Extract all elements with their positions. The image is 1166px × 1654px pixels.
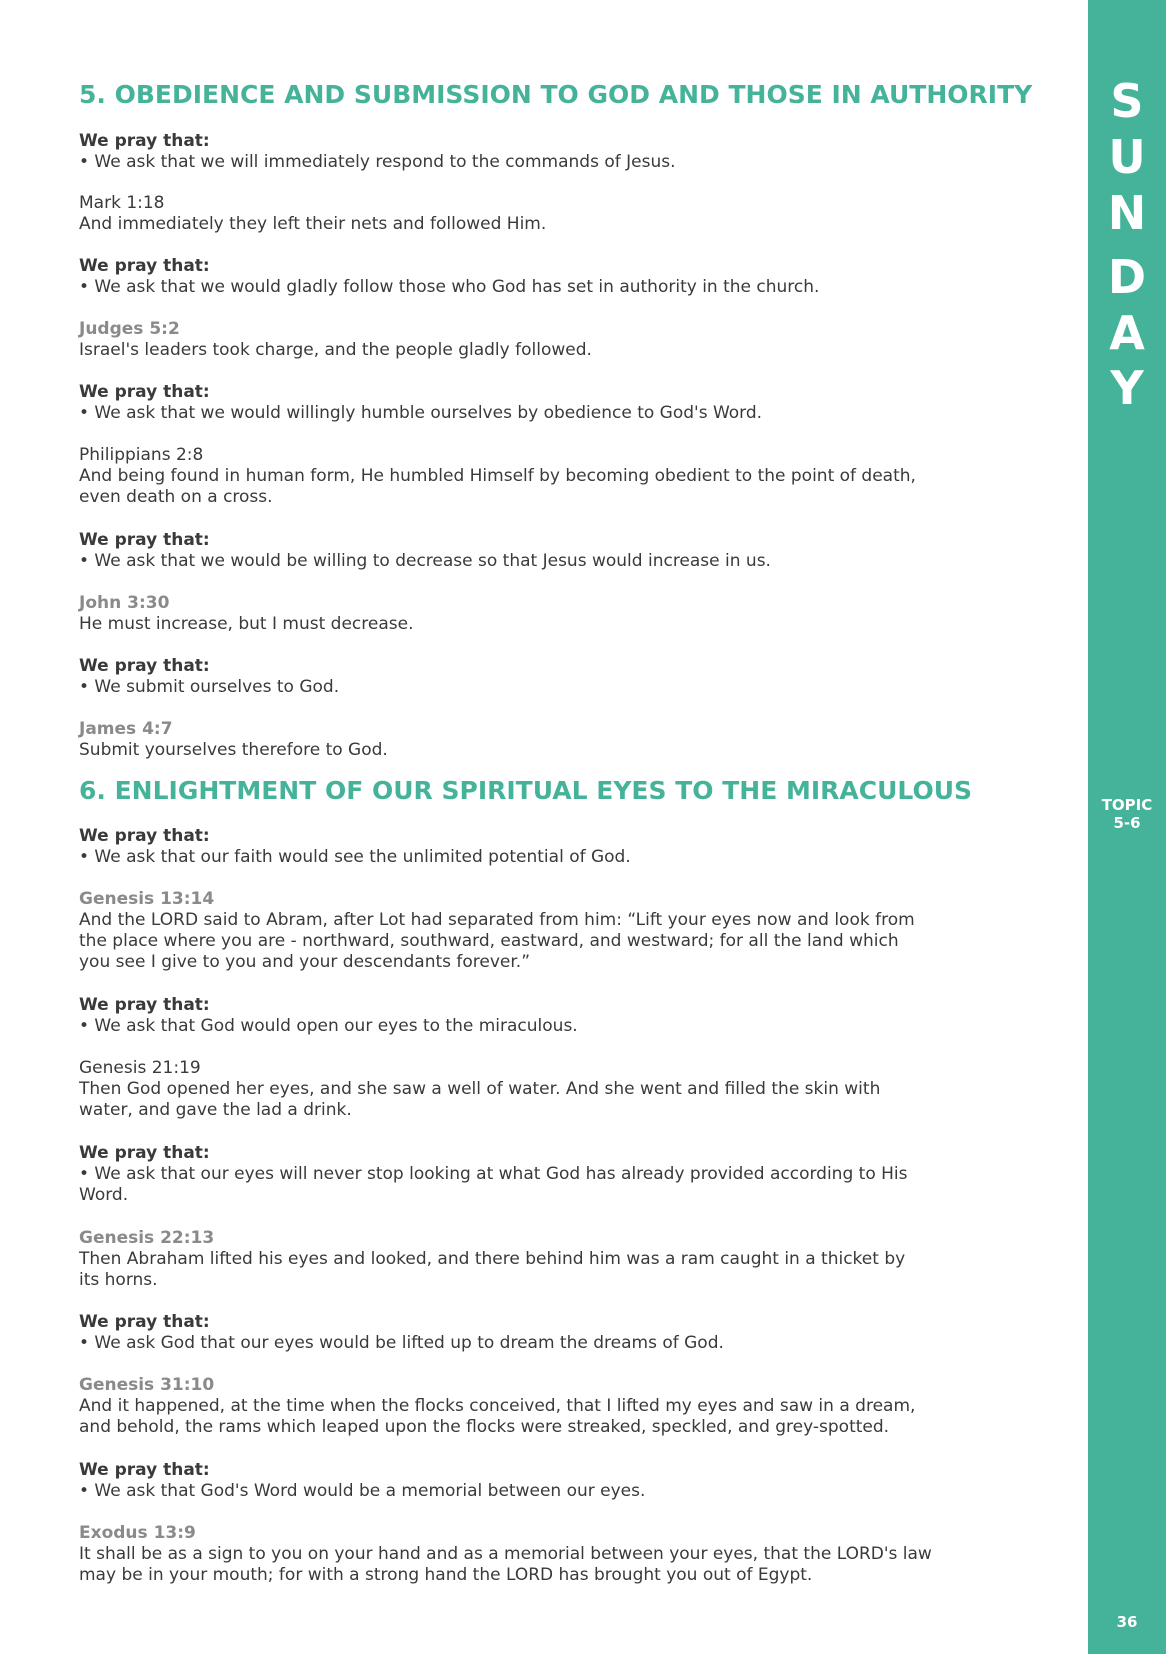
section-heading: 5. OBEDIENCE AND SUBMISSION TO GOD AND THOSE IN AUTHORITY [79, 80, 1033, 109]
scripture-text: And it happened, at the time when the flocks conceived, that I lifted my eyes and saw in a dream, [79, 1396, 916, 1416]
scripture-reference: Judges 5:2 [79, 319, 180, 339]
prayer-text: • We ask that we will immediately respond to the commands of Jesus. [79, 152, 676, 172]
scripture [79, 1375, 1059, 1438]
prayer-item [79, 1312, 1059, 1354]
topic-label [1088, 796, 1166, 832]
scripture-text: may be in your mouth; for with a strong hand the LORD has brought you out of Egypt. [79, 1565, 813, 1585]
scripture-text: the place where you are - northward, southward, eastward, and westward; for all the land which [79, 931, 899, 951]
scripture-text: Israel's leaders took charge, and the people gladly followed. [79, 340, 592, 360]
day-letter: N [1107, 186, 1147, 240]
pray-label: We pray that: [79, 382, 210, 402]
pray-label: We pray that: [79, 530, 210, 550]
scripture [79, 889, 1059, 973]
scripture [79, 593, 1059, 635]
topic-title: TOPIC [1101, 796, 1153, 814]
scripture-text: And immediately they left their nets and followed Him. [79, 214, 547, 234]
scripture-reference: John 3:30 [79, 593, 170, 613]
pray-label: We pray that: [79, 256, 210, 276]
scripture-reference: Genesis 22:13 [79, 1228, 215, 1248]
scripture-reference: Mark 1:18 [79, 193, 165, 213]
day-letter: A [1109, 306, 1145, 360]
day-letter: D [1107, 250, 1147, 304]
prayer-text: • We submit ourselves to God. [79, 677, 340, 697]
scripture-text: Then Abraham lifted his eyes and looked, and there behind him was a ram caught in a thicket by [79, 1249, 906, 1269]
scripture-text: He must increase, but I must decrease. [79, 614, 414, 634]
prayer-item [79, 1460, 1059, 1502]
scripture [79, 319, 1059, 361]
scripture-reference: Genesis 13:14 [79, 889, 215, 909]
pray-label: We pray that: [79, 826, 210, 846]
prayer-text: Word. [79, 1185, 129, 1205]
section-heading: 6. ENLIGHTMENT OF OUR SPIRITUAL EYES TO THE MIRACULOUS [79, 776, 973, 805]
scripture-text: Submit yourselves therefore to God. [79, 740, 388, 760]
prayer-item [79, 826, 1059, 868]
prayer-text: • We ask that our faith would see the unlimited potential of God. [79, 847, 631, 867]
pray-label: We pray that: [79, 1143, 210, 1163]
scripture-reference: Philippians 2:8 [79, 445, 204, 465]
scripture-text: you see I give to you and your descendants forever.” [79, 952, 531, 972]
scripture-text: It shall be as a sign to you on your hand and as a memorial between your eyes, that the LORD's law [79, 1544, 932, 1564]
prayer-text: • We ask God that our eyes would be lifted up to dream the dreams of God. [79, 1333, 724, 1353]
scripture-text: Then God opened her eyes, and she saw a well of water. And she went and filled the skin with [79, 1079, 881, 1099]
page-number: 36 [1116, 1613, 1138, 1631]
day-letter: S [1110, 74, 1144, 128]
prayer-text: • We ask that our eyes will never stop looking at what God has already provided according to His [79, 1164, 908, 1184]
scripture [79, 1523, 1059, 1586]
prayer-item [79, 530, 1059, 572]
pray-label: We pray that: [79, 656, 210, 676]
scripture-text: and behold, the rams which leaped upon the flocks were streaked, speckled, and grey-spotted. [79, 1417, 890, 1437]
prayer-item [79, 256, 1059, 298]
pray-label: We pray that: [79, 1312, 210, 1332]
prayer-text: • We ask that God would open our eyes to the miraculous. [79, 1016, 578, 1036]
scripture [79, 193, 1059, 235]
scripture-text: And the LORD said to Abram, after Lot had separated from him: “Lift your eyes now and look from [79, 910, 915, 930]
prayer-item [79, 382, 1059, 424]
scripture [79, 1228, 1059, 1291]
prayer-text: • We ask that God's Word would be a memorial between our eyes. [79, 1481, 646, 1501]
scripture-reference: Genesis 31:10 [79, 1375, 215, 1395]
pray-label: We pray that: [79, 131, 210, 151]
topic-range: 5-6 [1113, 814, 1141, 832]
prayer-text: • We ask that we would be willing to decrease so that Jesus would increase in us. [79, 551, 771, 571]
day-sidebar [1088, 0, 1166, 1654]
prayer-item [79, 1143, 1059, 1206]
scripture-text: And being found in human form, He humbled Himself by becoming obedient to the point of death, [79, 466, 916, 486]
scripture [79, 445, 1059, 508]
day-letter: Y [1110, 361, 1144, 415]
scripture-text: water, and gave the lad a drink. [79, 1100, 352, 1120]
scripture [79, 1058, 1059, 1121]
prayer-item [79, 656, 1059, 698]
scripture-reference: Exodus 13:9 [79, 1523, 196, 1543]
scripture-reference: Genesis 21:19 [79, 1058, 201, 1078]
prayer-item [79, 995, 1059, 1037]
pray-label: We pray that: [79, 1460, 210, 1480]
prayer-item [79, 131, 1059, 173]
pray-label: We pray that: [79, 995, 210, 1015]
prayer-text: • We ask that we would willingly humble ourselves by obedience to God's Word. [79, 403, 763, 423]
scripture [79, 719, 1059, 761]
day-letter: U [1108, 130, 1146, 184]
prayer-text: • We ask that we would gladly follow those who God has set in authority in the church. [79, 277, 820, 297]
scripture-text: its horns. [79, 1270, 158, 1290]
scripture-text: even death on a cross. [79, 487, 273, 507]
scripture-reference: James 4:7 [79, 719, 173, 739]
